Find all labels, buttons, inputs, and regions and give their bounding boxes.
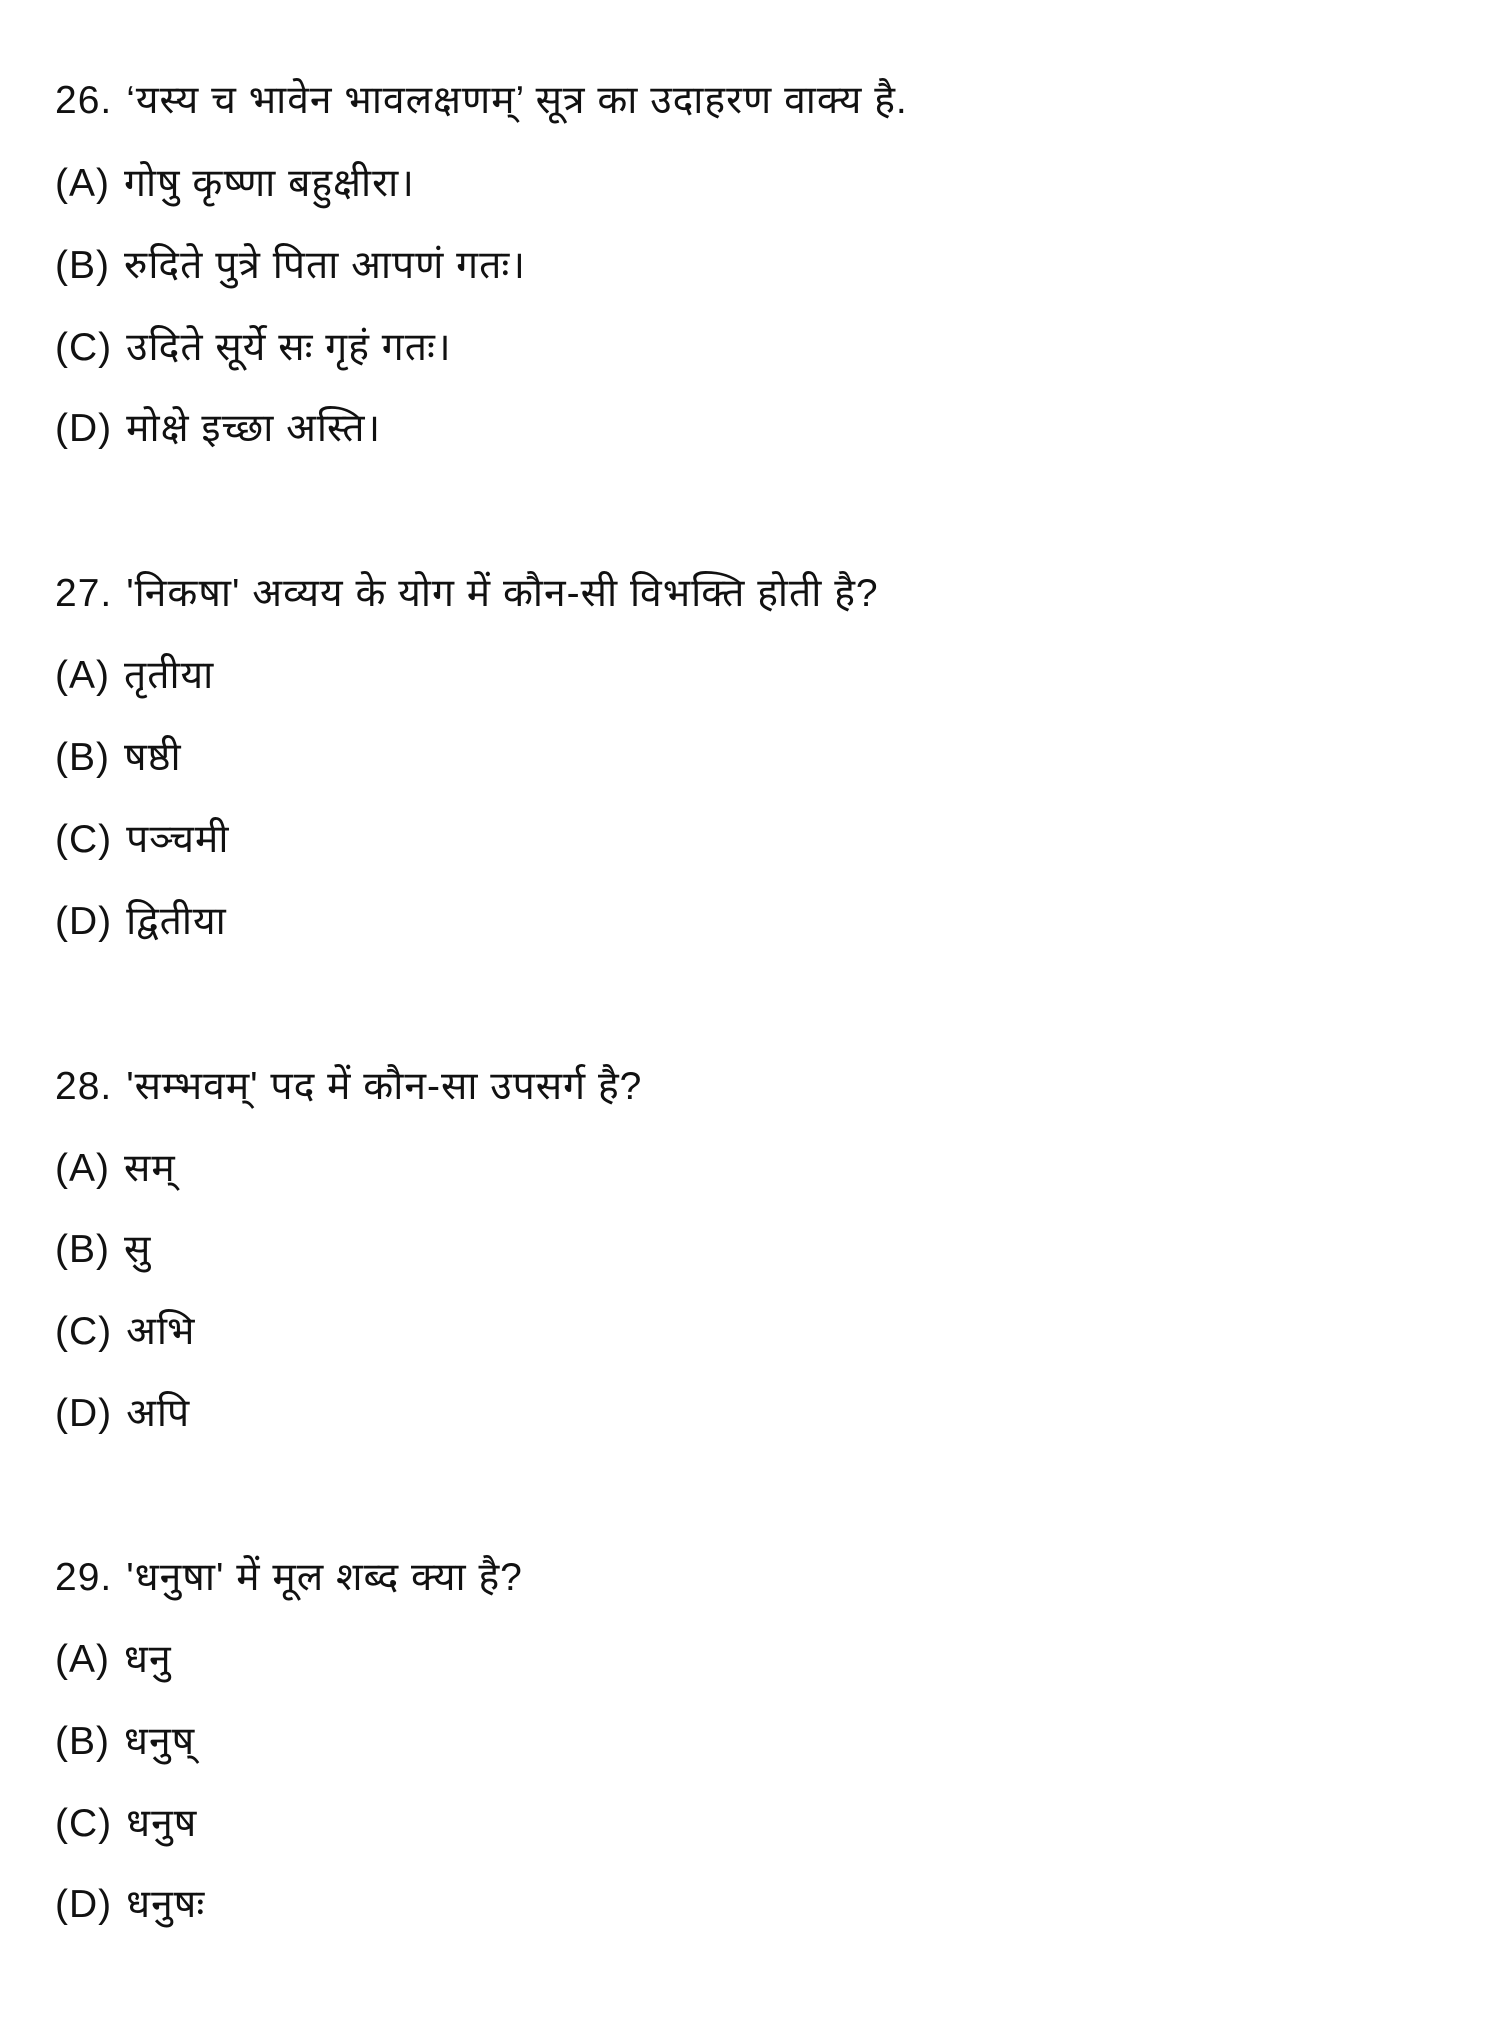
option-label: (A) [55,654,110,697]
question-28 [55,1062,642,1112]
option-text: धनुष् [124,1720,196,1763]
option-label: (D) [55,900,113,943]
option-text: धनुषः [126,1883,206,1926]
option-26-b [55,241,526,291]
option-label: (A) [55,1638,110,1681]
option-label: (D) [55,1392,113,1435]
option-text: षष्ठी [124,736,182,779]
question-27 [55,569,879,619]
option-27-a [55,651,214,701]
option-27-b [55,733,182,783]
option-28-c [55,1307,195,1357]
option-label: (A) [55,162,110,205]
option-label: (C) [55,1310,113,1353]
question-26 [55,76,908,126]
question-number: 27. [55,572,113,615]
option-label: (B) [55,736,110,779]
question-number: 26. [55,79,113,122]
option-label: (B) [55,1228,110,1271]
option-text: तृतीया [124,654,215,697]
option-26-a [55,159,415,209]
question-text: 'निकषा' अव्यय के योग में कौन-सी विभक्ति होती है? [126,572,879,615]
option-label: (D) [55,407,113,450]
option-29-c [55,1799,197,1849]
option-27-d [55,897,227,947]
option-26-c [55,323,452,373]
option-label: (B) [55,244,110,287]
option-label: (C) [55,818,113,861]
question-text: 'सम्भवम्' पद में कौन-सा उपसर्ग है? [126,1065,643,1108]
option-text: उदिते सूर्ये सः गृहं गतः। [126,326,452,369]
option-text: सु [124,1228,152,1271]
option-29-d [55,1880,205,1930]
option-text: अभि [126,1310,196,1353]
option-label: (C) [55,326,113,369]
option-label: (D) [55,1883,113,1926]
option-26-d [55,404,381,454]
option-28-b [55,1225,151,1275]
option-29-a [55,1635,172,1685]
option-text: द्वितीया [126,900,227,943]
question-number: 28. [55,1065,113,1108]
option-label: (C) [55,1802,113,1845]
option-label: (B) [55,1720,110,1763]
question-text: 'धनुषा' में मूल शब्द क्या है? [126,1556,523,1599]
option-27-c [55,815,229,865]
option-28-d [55,1389,190,1439]
option-text: धनु [124,1638,172,1681]
option-text: मोक्षे इच्छा अस्ति। [126,407,382,450]
option-text: धनुष [126,1802,198,1845]
question-text: ‘यस्य च भावेन भावलक्षणम्’ सूत्र का उदाहरण वाक्य है. [126,79,908,122]
option-label: (A) [55,1147,110,1190]
question-number: 29. [55,1556,113,1599]
question-29 [55,1553,523,1603]
option-text: पञ्चमी [126,818,230,861]
option-text: रुदिते पुत्रे पिता आपणं गतः। [124,244,527,287]
option-text: अपि [126,1392,191,1435]
option-text: सम् [124,1147,176,1190]
option-text: गोषु कृष्णा बहुक्षीरा। [124,162,415,205]
option-28-a [55,1144,176,1194]
option-29-b [55,1717,195,1767]
